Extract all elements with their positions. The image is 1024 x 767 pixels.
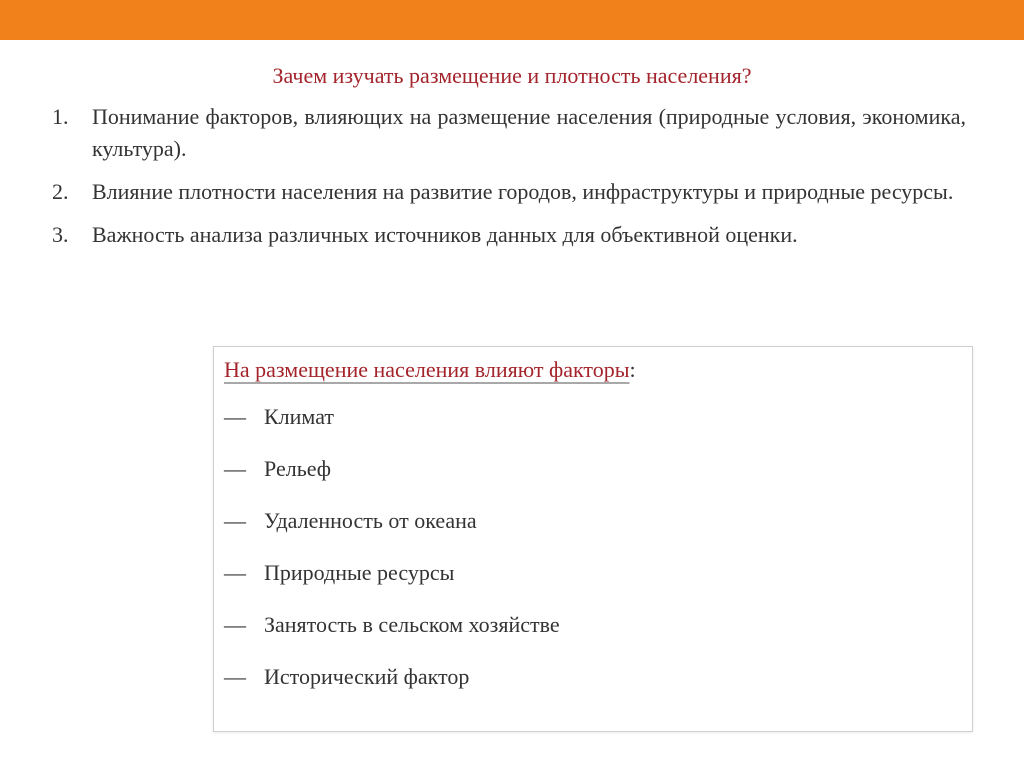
list-item-number: 3. (52, 222, 69, 247)
factor-label: Природные ресурсы (264, 560, 455, 585)
factors-box (213, 346, 973, 732)
factor-label: Исторический фактор (264, 664, 470, 689)
header-bar (0, 0, 1024, 40)
list-item-number: 2. (52, 179, 69, 204)
factor-label: Климат (264, 404, 335, 429)
list-item (224, 402, 560, 454)
dash-marker: — (224, 404, 246, 429)
dash-marker: — (224, 508, 246, 533)
list-item-text: Влияние плотности населения на развитие городов, инфраструктуры и природные ресурсы. (92, 179, 954, 204)
list-item-text: Важность анализа различных источников данных для объективной оценки. (92, 222, 798, 247)
dash-marker: — (224, 560, 246, 585)
list-item (52, 219, 966, 251)
slide-title: Зачем изучать размещение и плотность населения? (272, 63, 752, 88)
list-item (224, 558, 560, 610)
dash-marker: — (224, 612, 246, 637)
list-item (224, 662, 560, 714)
list-item (224, 454, 560, 506)
list-item (52, 101, 966, 165)
factor-label: Занятость в сельском хозяйстве (264, 612, 560, 637)
list-item-number: 1. (52, 104, 69, 129)
factors-heading-colon: : (629, 357, 636, 382)
list-item (224, 506, 560, 558)
dash-marker: — (224, 664, 246, 689)
factor-list (224, 402, 560, 714)
list-item-text: Понимание факторов, влияющих на размещение населения (природные условия, экономика, культура). (92, 104, 966, 161)
list-item (52, 176, 966, 208)
factor-label: Удаленность от океана (264, 508, 477, 533)
dash-marker: — (224, 456, 246, 481)
reasons-list (52, 101, 966, 262)
factors-heading-text: На размещение населения влияют факторы (224, 357, 630, 382)
list-item (224, 610, 560, 662)
factor-label: Рельеф (264, 456, 332, 481)
factors-heading (224, 355, 636, 385)
